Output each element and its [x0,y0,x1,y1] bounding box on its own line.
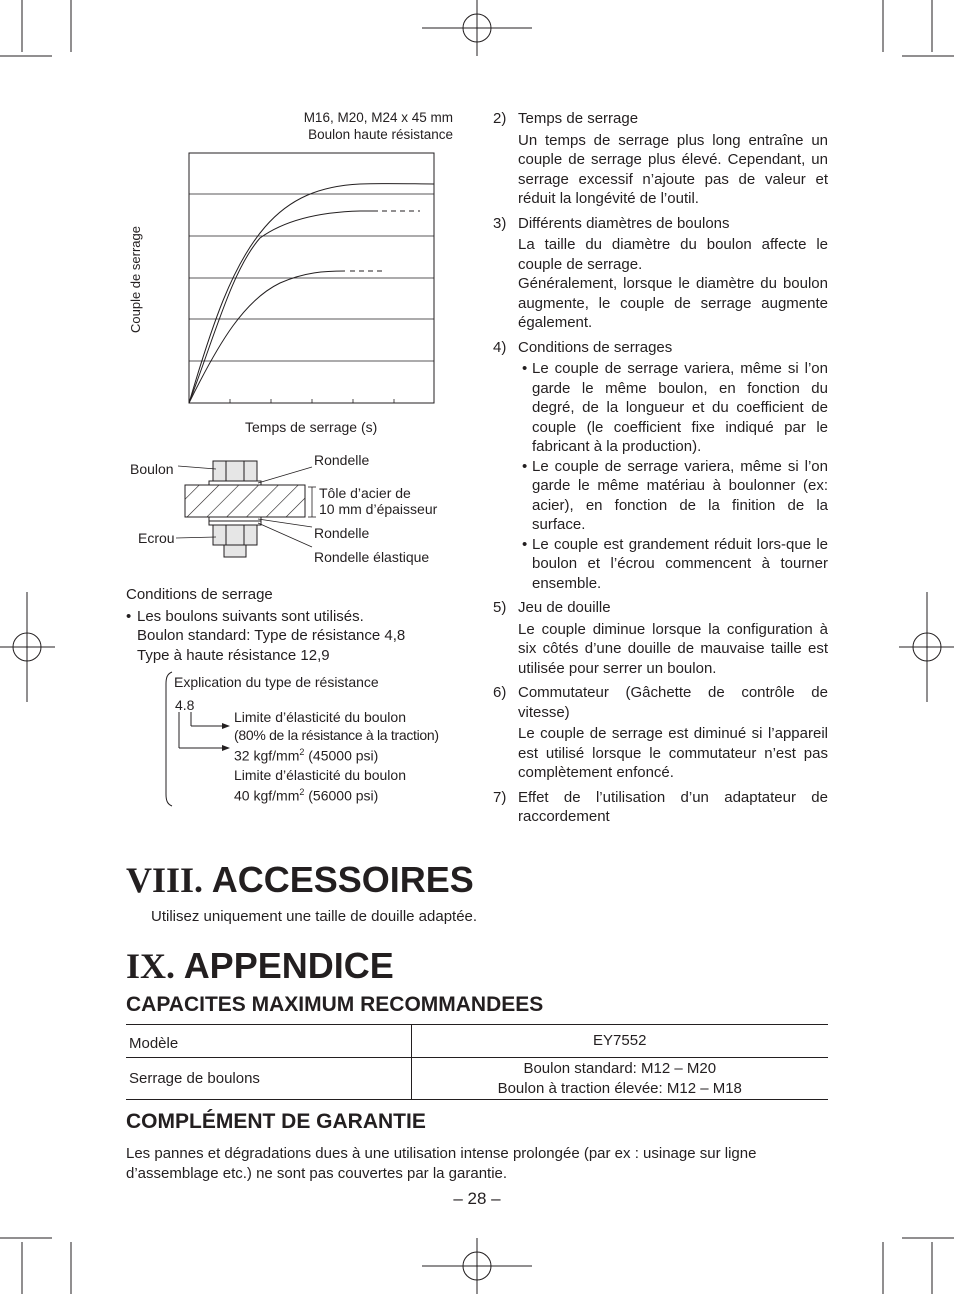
item-5-num: 5) [493,599,507,616]
explication-item2-line2: 40 kgf/$mm^2$ (56000 psi) [234,787,379,804]
item-7 [493,788,828,827]
item-3-body1: La taille du diamètre du boulon affecte le couple de serrage. [518,236,828,273]
item-2-title: Temps de serrage [518,110,639,127]
item-4-title: Conditions de serrages [518,338,673,356]
conditions-line1: Les boulons suivants sont utilisés. [137,608,364,625]
right-column [493,109,828,827]
explication-item1-line1: Limite d’élasticité du boulon [234,709,406,725]
table-row [126,1025,828,1058]
graph-label-size: M16, M20, M24 x 45 mm [303,110,453,125]
conditions-title: Conditions de serrage [126,586,273,603]
graph-y-label: Couple de serrage [128,226,143,333]
warranty-heading: COMPLÉMENT DE GARANTIE [126,1110,426,1133]
table-cell-value: EY7552 [411,1025,828,1058]
label-tole-2: 10 mm d’épaisseur [319,501,438,517]
bullet-dot: • [522,457,528,475]
item-6 [493,683,828,783]
table-cell-value-line1: Boulon standard: M12 – M20 [523,1060,717,1077]
bullet-dot: • [522,535,528,553]
warranty-text: Les pannes et dégradations dues à une utilisation intense prolongée (par ex : usinage sur ligne d’assemblage etc.) ne sont pas couvertes par la garantie. [126,1145,757,1182]
explication-title: Explication du type de résistance [174,674,379,690]
item-3 [493,214,828,333]
item-6-body: Le couple de serrage est diminué si l’appareil est utilisé lorsque le commutateur n’est pas complètement enfoncé. [518,725,828,781]
item-4 [493,338,828,594]
conditions-bullet: • [126,608,132,625]
label-rondelle-elastique: Rondelle élastique [314,549,430,565]
bolt-head [213,461,257,481]
section-8-body: Utilisez uniquement une taille de douille adaptée. [151,908,478,925]
item-4-bullet-2 [522,457,828,535]
conditions-line2: Boulon standard: Type de résistance 4,8 [137,627,406,644]
item-7-num: 7) [493,788,507,806]
table-cell-value-line2: Boulon à traction élevée: M12 – M18 [497,1079,742,1097]
item-4-bullet-1-text: Le couple de serrage variera, même si l’on garde le même boulon, en fonction du degré, de la longueur et du coefficient de couple (le coefficient fixe indiqué par le fabricant à la production). [532,360,828,455]
label-boulon: Boulon [130,461,174,477]
item-3-num: 3) [493,214,507,232]
capacities-heading: CAPACITES MAXIMUM RECOMMANDEES [126,993,544,1016]
item-4-bullet-1 [522,359,828,457]
explication-item2-line1: Limite d’élasticité du boulon [234,767,406,783]
item-2-body: Un temps de serrage plus long entraîne un couple de serrage plus élevé. Cependant, un serrage excessif n’ajoute pas de valeur et réduit la longévité de l’outil. [518,131,828,207]
explication-item1-line2: (80% de la résistance à la traction) [234,727,439,743]
conditions-line3: Type à haute résistance 12,9 [137,647,330,664]
label-rondelle-bottom: Rondelle [314,525,370,541]
item-2-num: 2) [493,110,507,127]
item-5 [493,598,828,678]
item-6-num: 6) [493,684,507,701]
steel-plate [185,485,305,517]
item-4-bullet-3-text: Le couple est grandement réduit lors-que le boulon et l’écrou commencent à tourner ensemble. [532,535,828,592]
explication-item1-line3: 32 kgf/$mm^2$ (45000 psi) [234,747,379,764]
item-4-bullet-3 [522,535,828,594]
label-tole-1: Tôle d’acier de [319,485,411,501]
item-5-title: Jeu de douille [518,599,611,616]
section-9-roman: IX. [126,946,176,986]
section-9-title: APPENDICE [183,945,394,986]
explication-value: 4.8 [175,697,195,713]
bullet-dot: • [522,360,528,377]
table-cell-value [411,1058,828,1100]
page-number: – 28 – [453,1189,501,1208]
section-8-title: ACCESSOIRES [211,859,474,900]
graph-label-type: Boulon haute résistance [308,127,453,142]
label-ecrou: Ecrou [138,530,175,546]
item-4-bullet-2-text: Le couple de serrage variera, même si l’on garde le même matériau à boulonner (ex: acier), en fonction de la finition de la surface. [532,457,828,533]
section-8-roman: VIII. [126,860,204,900]
section-8-heading [126,860,474,900]
label-rondelle-top: Rondelle [314,452,370,468]
item-6-title: Commutateur (Gâchette de contrôle de vitesse) [518,684,828,721]
section-9-heading [126,946,394,986]
graph-x-label: Temps de serrage (s) [245,419,378,435]
item-5-body: Le couple diminue lorsque la configuration à six côtés d’une douille de mauvaise taille est utilisée pour serrer un boulon. [518,620,828,677]
table-cell-label: Serrage de boulons [126,1058,411,1100]
item-2 [493,109,828,209]
curve-mid [189,211,378,403]
item-3-title: Différents diamètres de boulons [518,214,730,232]
item-7-title: Effet de l’utilisation d’un adaptateur de raccordement [518,788,828,825]
table-cell-label: Modèle [126,1025,411,1058]
item-3-body2: Généralement, lorsque le diamètre du boulon augmente, le couple de serrage augmente également. [518,275,828,331]
nut [213,525,257,545]
torque-graph [120,150,450,410]
item-4-num: 4) [493,338,507,356]
capacities-table [126,1024,828,1100]
table-row [126,1058,828,1100]
